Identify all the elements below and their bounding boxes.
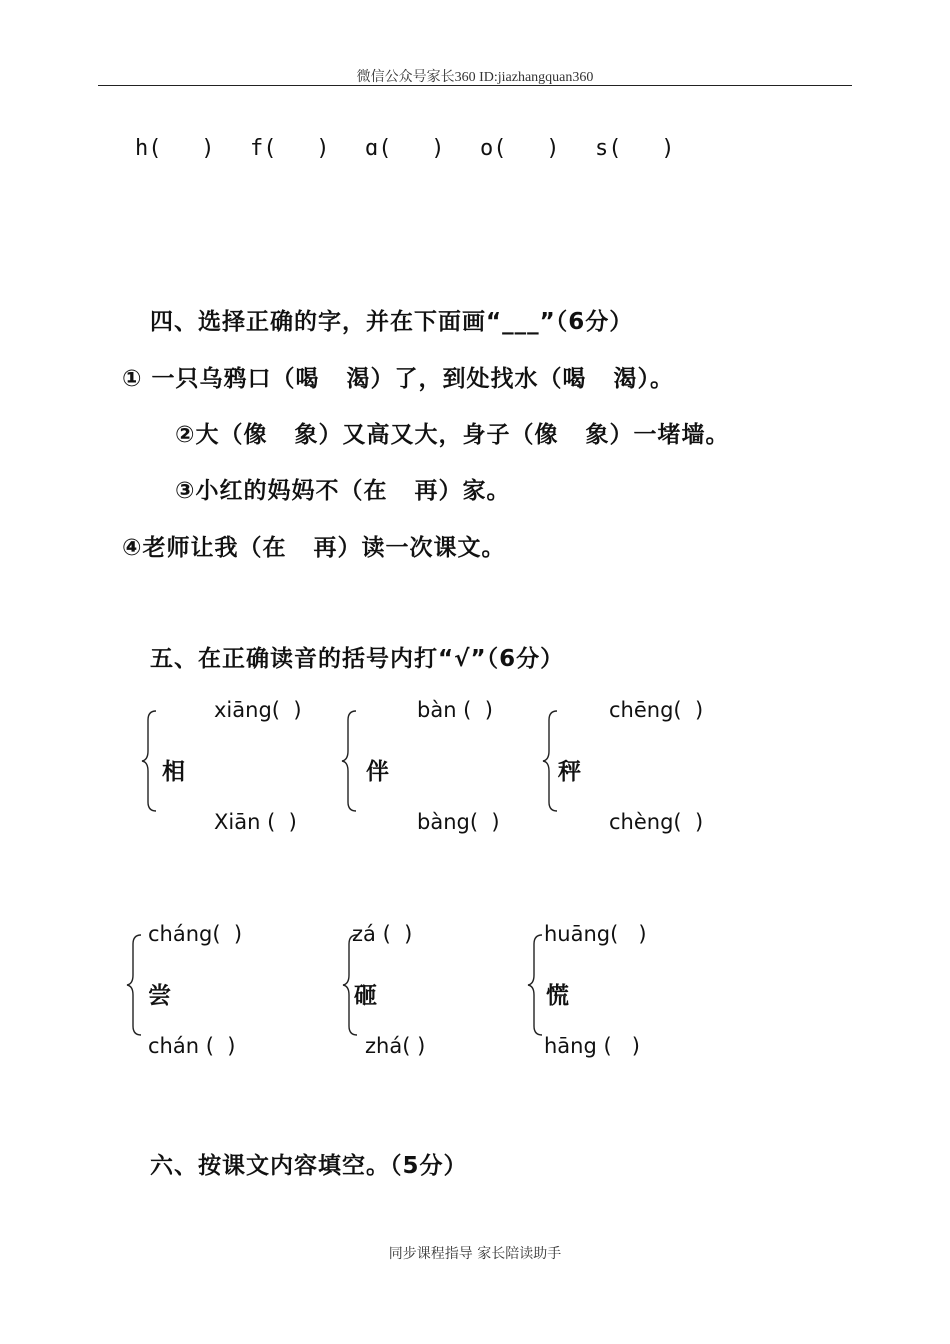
pinyin-option-top: cháng( ) <box>148 922 243 946</box>
pinyin-option-top: bàn ( ) <box>417 698 493 722</box>
hanzi-char: 尝 <box>148 983 171 1009</box>
section5-title: 五、在正确读音的括号内打“√”（6分） <box>150 646 565 672</box>
letter-item: o( ) <box>480 136 560 161</box>
section4-title: 四、选择正确的字，并在下面画“___”（6分） <box>150 309 634 335</box>
pinyin-option-top: zá ( ) <box>352 922 413 946</box>
hanzi-char: 砸 <box>354 983 377 1009</box>
hanzi-char: 慌 <box>546 983 569 1009</box>
hanzi-char: 相 <box>162 759 185 785</box>
letter-item: ɑ( ) <box>365 136 445 161</box>
pinyin-option-top: xiāng( ) <box>214 698 302 722</box>
pinyin-option-bottom: hāng ( ) <box>544 1034 640 1058</box>
header-divider <box>98 85 852 86</box>
hanzi-char: 伴 <box>366 759 389 785</box>
pinyin-option-bottom: chèng( ) <box>609 810 704 834</box>
pinyin-option-bottom: chán ( ) <box>148 1034 236 1058</box>
section4-item-1: ① 一只乌鸦口（喝 渴）了，到处找水（喝 渴）。 <box>122 366 675 392</box>
section4-item-2: ②大（像 象）又高又大，身子（像 象）一堵墙。 <box>175 422 730 448</box>
hanzi-char: 秤 <box>558 759 581 785</box>
left-brace-icon <box>528 934 548 1036</box>
page-header: 微信公众号家长360 ID:jiazhangquan360 <box>356 70 594 85</box>
pinyin-option-bottom: zhá( ) <box>365 1034 426 1058</box>
pinyin-option-top: chēng( ) <box>609 698 704 722</box>
left-brace-icon <box>127 934 147 1036</box>
section4-item-3: ③小红的妈妈不（在 再）家。 <box>175 478 511 504</box>
left-brace-icon <box>342 710 362 812</box>
page-footer: 同步课程指导 家长陪读助手 <box>388 1246 562 1262</box>
pinyin-option-bottom: Xiān ( ) <box>214 810 297 834</box>
left-brace-icon <box>142 710 162 812</box>
letter-item: f( ) <box>250 136 330 161</box>
pinyin-option-bottom: bàng( ) <box>417 810 500 834</box>
pinyin-option-top: huāng( ) <box>544 922 647 946</box>
section6-title: 六、按课文内容填空。（5分） <box>150 1153 468 1179</box>
letter-item: h( ) <box>135 136 215 161</box>
letter-item: s( ) <box>595 136 675 161</box>
section4-item-4: ④老师让我（在 再）读一次课文。 <box>122 535 506 561</box>
